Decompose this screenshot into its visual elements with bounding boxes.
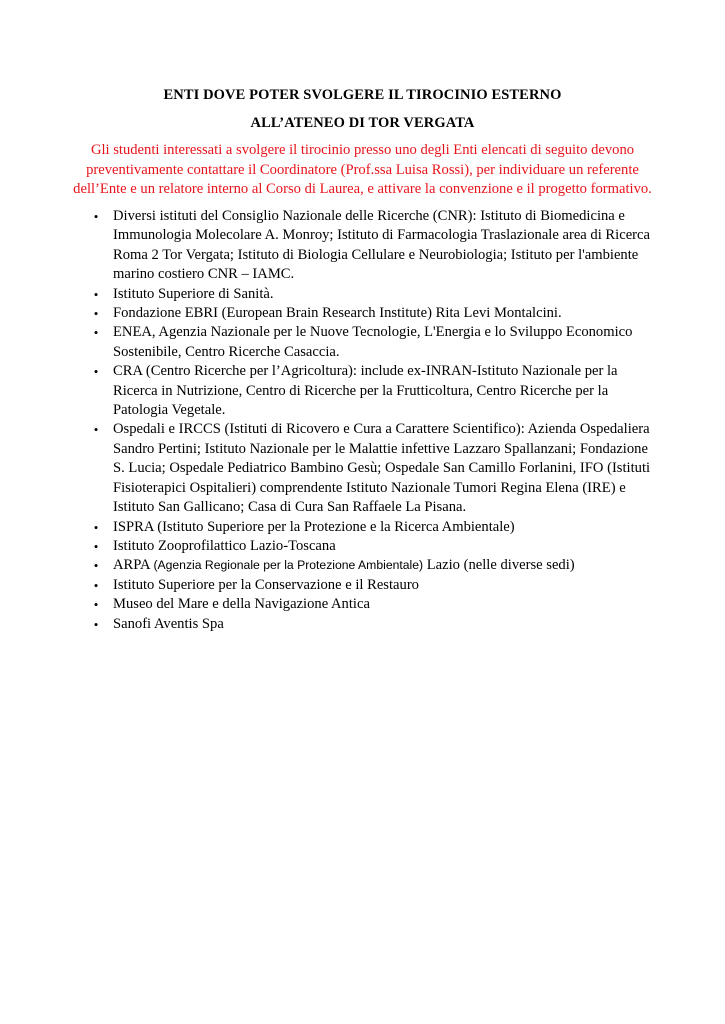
bullet-icon: • <box>93 558 99 574</box>
list-item-line: S. Lucia; Ospedale Pediatrico Bambino Gesù; Ospedale San Camillo Forlanini, IFO (Istituti <box>113 460 651 477</box>
list-item-line: Sostenibile, Centro Ricerche Casaccia. <box>113 343 340 360</box>
bullet-icon: • <box>93 286 99 302</box>
institutions-list <box>0 207 725 634</box>
list-item-arpa <box>0 556 725 575</box>
list-item-line: Fisioterapici Ospitalieri) comprendente Istituto Nazionale Tumori Regina Elena (IRE) e <box>113 479 626 496</box>
list-item-line: Sandro Pertini; Istituto Nazionale per le Malattie infettive Lazzaro Spallanzani; Fondazione <box>113 440 648 457</box>
list-item-enea <box>0 323 725 362</box>
document-title-line-1: ENTI DOVE POTER SVOLGERE IL TIROCINIO ESTERNO <box>163 87 562 103</box>
arpa-suffix: Lazio (nelle diverse sedi) <box>423 557 575 574</box>
list-item-line: Ospedali e IRCCS (Istituti di Ricovero e Cura a Carattere Scientifico): Azienda Ospedaliera <box>113 421 650 438</box>
bullet-icon: • <box>93 597 99 613</box>
list-item-museo <box>0 595 725 614</box>
bullet-icon: • <box>93 364 99 380</box>
list-item-line: ENEA, Agenzia Nazionale per le Nuove Tecnologie, L'Energia e lo Sviluppo Economico <box>113 324 633 341</box>
list-item-ebri <box>0 304 725 323</box>
list-item-line: Ricerca in Nutrizione, Centro di Ricerche per la Frutticoltura, Centro Ricerche per la <box>113 382 609 399</box>
list-item-line: Istituto Zooprofilattico Lazio-Toscana <box>113 537 336 554</box>
bullet-icon: • <box>93 422 99 438</box>
list-item-restauro <box>0 576 725 595</box>
list-item-sanofi <box>0 615 725 634</box>
bullet-icon: • <box>93 519 99 535</box>
intro-line: preventivamente contattare il Coordinatore (Prof.ssa Luisa Rossi), per individuare un referente <box>86 161 639 178</box>
list-item-line: Roma 2 Tor Vergata; Istituto di Biologia Cellulare e Neurobiologia; Istituto per l'ambiente <box>113 246 639 263</box>
list-item-line: marino costiero CNR – IAMC. <box>113 266 295 283</box>
list-item-line: Immunologia Molecolare A. Monroy; Istituto di Farmacologia Traslazionale area di Ricerca <box>113 227 650 244</box>
bullet-icon: • <box>93 209 99 224</box>
bullet-icon: • <box>93 577 99 593</box>
list-item-cnr <box>0 207 725 285</box>
arpa-full-name: (Agenzia Regionale per la Protezione Ambientale) <box>153 558 424 573</box>
list-item-line: Istituto Superiore per la Conservazione e il Restauro <box>113 576 419 593</box>
list-item-line: Istituto San Gallicano; Casa di Cura San Raffaele La Pisana. <box>113 499 467 516</box>
list-item-cra <box>0 362 725 420</box>
list-item-line <box>113 556 665 575</box>
document-title-line-2: ALL’ATENEO DI TOR VERGATA <box>250 115 475 131</box>
list-item-line: ISPRA (Istituto Superiore per la Protezione e la Ricerca Ambientale) <box>113 518 515 535</box>
bullet-icon: • <box>93 616 99 632</box>
intro-line: Gli studenti interessati a svolgere il tirocinio presso uno degli Enti elencati di seguito devono <box>90 142 635 158</box>
list-item-line: Diversi istituti del Consiglio Nazionale delle Ricerche (CNR): Istituto di Biomedicina e <box>113 208 625 224</box>
arpa-prefix: ARPA <box>113 557 154 574</box>
list-item-line: Sanofi Aventis Spa <box>113 615 224 632</box>
intro-line: dell’Ente e un relatore interno al Corso di Laurea, e attivare la convenzione e il progetto formativo. <box>73 181 652 197</box>
list-item-ospedali-irccs <box>0 420 725 517</box>
list-item-ispra <box>0 518 725 537</box>
list-item-iss <box>0 285 725 304</box>
list-item-zooprofilattico <box>0 537 725 556</box>
list-item-line: Fondazione EBRI (European Brain Research Institute) Rita Levi Montalcini. <box>113 305 562 322</box>
list-item-line: CRA (Centro Ricerche per l’Agricoltura): include ex-INRAN-Istituto Nazionale per la <box>113 363 618 380</box>
intro-paragraph <box>30 141 695 200</box>
bullet-icon: • <box>93 306 99 322</box>
bullet-icon: • <box>93 538 99 554</box>
bullet-icon: • <box>93 325 99 341</box>
list-item-line: Museo del Mare e della Navigazione Antica <box>113 596 370 613</box>
list-item-line: Istituto Superiore di Sanità. <box>113 285 274 302</box>
list-item-line: Patologia Vegetale. <box>113 402 226 419</box>
